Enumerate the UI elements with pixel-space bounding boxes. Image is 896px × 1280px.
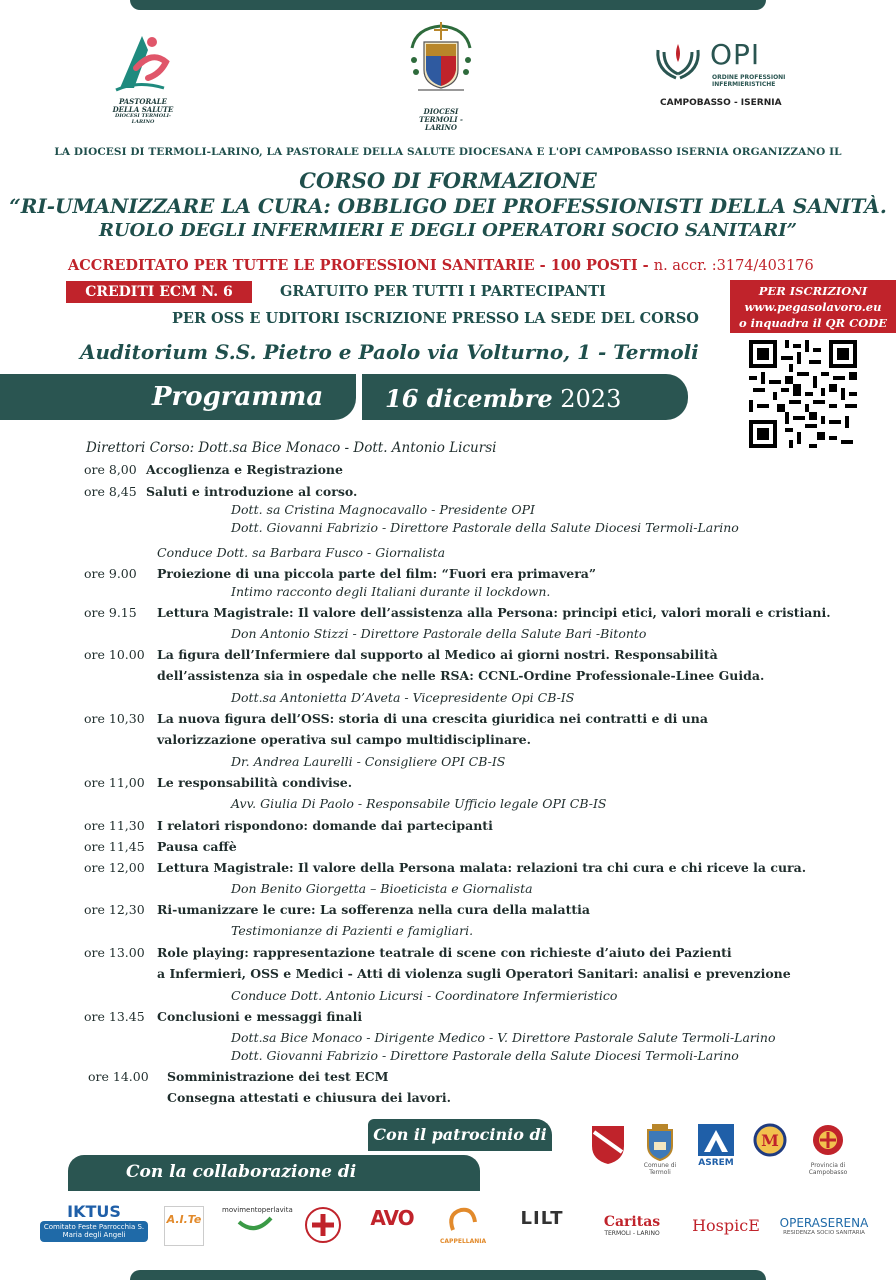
accreditation-line <box>68 257 814 274</box>
operaserena-sub: RESIDENZA SOCIO SANITARIA <box>783 1230 865 1236</box>
schedule-speaker: Don Benito Giorgetta – Bioeticista e Giornalista <box>231 881 533 896</box>
schedule-speaker: Testimonianze di Pazienti e famigliari. <box>231 923 474 938</box>
course-directors: Direttori Corso: Dott.sa Bice Monaco - Dott. Antonio Licursi <box>86 440 497 456</box>
opi-logo <box>652 40 802 120</box>
program-label: Programma <box>152 382 324 412</box>
bottom-decor-bar <box>130 1270 766 1280</box>
program-date-day: 16 dicembre <box>385 384 553 413</box>
course-title-line2: RUOLO DEGLI INFERMIERI E DEGLI OPERATORI SOCIO SANITARI” <box>99 220 797 241</box>
opi-full: ORDINE PROFESSIONI INFERMIERISTICHE <box>712 74 786 89</box>
schedule-time: ore 13.45 <box>84 1009 145 1024</box>
schedule-item-title: Pausa caffè <box>157 839 237 854</box>
diocesi-crest-icon <box>404 20 478 100</box>
lilt-name: LILT <box>520 1208 564 1229</box>
schedule-speaker: Dr. Andrea Laurelli - Consigliere OPI CB-IS <box>231 754 506 769</box>
accreditation-text: ACCREDITATO PER TUTTE LE PROFESSIONI SANITARIE - 100 POSTI - <box>68 257 654 274</box>
schedule-time: ore 10.00 <box>84 647 145 662</box>
partner-avo <box>362 1206 422 1230</box>
accreditation-number: n. accr. :3174/403176 <box>653 258 814 274</box>
partner-cappellania <box>440 1204 486 1245</box>
venue-address: Auditorium S.S. Pietro e Paolo via Volturno, 1 - Termoli <box>80 340 699 364</box>
schedule-item-title: I relatori rispondono: domande dai partecipanti <box>157 818 493 833</box>
partner-iktus <box>40 1202 148 1242</box>
top-decor-bar <box>130 0 766 10</box>
signup-qr-hint: o inquadra il QR CODE <box>738 316 888 330</box>
operaserena-name: OPERASERENA <box>779 1216 869 1230</box>
pastorale-emblem-icon <box>108 28 178 94</box>
schedule-item-continuation: dell’assistenza sia in ospedale che nelle RSA: CCNL-Ordine Professionale-Linee Guida. <box>157 668 765 683</box>
schedule-time: ore 12,30 <box>84 902 145 917</box>
free-notice: GRATUITO PER TUTTI I PARTECIPANTI <box>280 283 606 300</box>
patron-logos <box>584 1122 854 1174</box>
cappellania-hand-icon <box>443 1204 483 1234</box>
schedule-time: ore 9.15 <box>84 605 137 620</box>
caritas-sub: TERMOLI - LARINO <box>604 1230 660 1237</box>
diocesi-name: DIOCESI TERMOLI - LARINO <box>419 107 463 133</box>
caritas-name: Caritas <box>603 1214 661 1230</box>
patron-molise-shield-icon <box>588 1122 628 1166</box>
hospice-name: HospicE <box>692 1216 760 1235</box>
organizers-line: LA DIOCESI DI TERMOLI-LARINO, LA PASTORALE DELLA SALUTE DIOCESANA E L'OPI CAMPOBASSO ISERNIA ORGANIZZANO IL <box>54 146 842 158</box>
patron-termoli-crest-icon <box>642 1122 678 1162</box>
schedule-time: ore 11,30 <box>84 818 145 833</box>
schedule-item-title: La figura dell’Infermiere dal supporto al Medico ai giorni nostri. Responsabilità <box>157 647 718 662</box>
patron-province-crest-icon <box>810 1122 846 1162</box>
schedule-speaker: Dott.sa Bice Monaco - Dirigente Medico - V. Direttore Pastorale Salute Termoli-Larino <box>231 1030 776 1045</box>
schedule-item-continuation: Consegna attestati e chiusura dei lavori. <box>167 1090 451 1105</box>
partner-movimento <box>222 1206 293 1240</box>
partner-caritas <box>592 1214 672 1237</box>
patron-termoli-name: Comune di Termoli <box>643 1162 677 1176</box>
opi-hands-icon <box>652 40 704 84</box>
schedule-item-title: Accoglienza e Registrazione <box>146 462 343 477</box>
partner-cross-seal-icon <box>304 1206 342 1244</box>
schedule-time: ore 12,00 <box>84 860 145 875</box>
iktus-name: IKTUS <box>67 1202 121 1221</box>
schedule-item-title: Le responsabilità condivise. <box>157 775 353 790</box>
schedule-item-title: Somministrazione dei test ECM <box>167 1069 389 1084</box>
partner-lilt <box>506 1208 578 1229</box>
schedule-speaker: Conduce Dott. Antonio Licursi - Coordinatore Infermieristico <box>231 988 618 1003</box>
schedule-item-title: Role playing: rappresentazione teatrale di scene con richieste d’aiuto dei Pazienti <box>157 945 732 960</box>
course-title-line1: “RI-UMANIZZARE LA CURA: OBBLIGO DEI PROFESSIONISTI DELLA SANITÀ. <box>9 194 887 218</box>
pastorale-sub: DIOCESI TERMOLI-LARINO <box>114 113 172 125</box>
schedule-time: ore 10,30 <box>84 711 145 726</box>
schedule-time: ore 13.00 <box>84 945 145 960</box>
schedule-time: ore 9.00 <box>84 566 137 581</box>
svg-text:M: M <box>761 1131 779 1150</box>
schedule-item-title: Ri-umanizzare le cure: La sofferenza nella cura della malattia <box>157 902 590 917</box>
schedule-item-title: La nuova figura dell’OSS: storia di una crescita giuridica nei contratti e di una <box>157 711 708 726</box>
opi-place: CAMPOBASSO - ISERNIA <box>660 98 782 108</box>
patron-medical-order-icon <box>752 1122 788 1162</box>
schedule-item-title: Conclusioni e messaggi finali <box>157 1009 363 1024</box>
schedule-item-title: Proiezione di una piccola parte del film: “Fuori era primavera” <box>157 566 597 581</box>
partner-logos <box>0 1196 896 1260</box>
schedule-time: ore 8,00 <box>84 462 137 477</box>
iktus-sub: Comitato Feste Parrocchia S. Maria degli Angeli <box>40 1221 148 1242</box>
qr-code[interactable] <box>749 340 857 448</box>
partner-aite <box>164 1206 204 1246</box>
program-date-year: 2023 <box>552 385 622 413</box>
aite-name: A.I.Te <box>166 1213 202 1226</box>
schedule-time: ore 14.00 <box>88 1069 149 1084</box>
partner-hospice <box>690 1216 762 1235</box>
schedule-time: ore 11,00 <box>84 775 145 790</box>
diocesi-logo <box>404 20 478 133</box>
partner-operaserena <box>776 1216 872 1236</box>
signup-url[interactable]: www.pegasolavoro.eu <box>744 300 882 314</box>
schedule-moderator: Conduce Dott. sa Barbara Fusco - Giornalista <box>157 545 446 560</box>
cappellania-name: CAPPELLANIA <box>440 1238 487 1245</box>
schedule-speaker: Intimo racconto degli Italiani durante il lockdown. <box>231 584 551 599</box>
schedule-item-title: Lettura Magistrale: Il valore della Persona malata: relazioni tra chi cura e chi riceve la cura. <box>157 860 807 875</box>
patron-asrem-logo-icon <box>696 1122 736 1158</box>
schedule-item-title: Saluti e introduzione al corso. <box>146 484 358 499</box>
credits-badge: CREDITI ECM N. 6 <box>66 281 252 303</box>
course-heading: CORSO DI FORMAZIONE <box>299 168 597 193</box>
pastorale-logo <box>108 28 178 125</box>
opi-short: OPI <box>710 38 761 71</box>
oss-notice: PER OSS E UDITORI ISCRIZIONE PRESSO LA SEDE DEL CORSO <box>172 310 699 327</box>
patronage-label: Con il patrocinio di <box>368 1119 552 1151</box>
schedule-item-continuation: a Infermieri, OSS e Medici - Atti di violenza sugli Operatori Sanitari: analisi e prevenzione <box>157 966 791 981</box>
schedule-speaker: Dott. sa Cristina Magnocavallo - Presidente OPI <box>231 502 535 517</box>
schedule-time: ore 11,45 <box>84 839 145 854</box>
patron-province-name: Provincia di Campobasso <box>808 1162 848 1176</box>
signup-box[interactable] <box>730 280 896 333</box>
pastorale-name: PASTORALE DELLA SALUTE <box>112 97 174 115</box>
schedule-speaker: Dott. Giovanni Fabrizio - Direttore Pastorale della Salute Diocesi Termoli-Larino <box>231 520 739 535</box>
movimento-name: movimentoperlavita <box>222 1206 293 1214</box>
patron-asrem-name: ASREM <box>698 1158 734 1168</box>
schedule-item-continuation: valorizzazione operativa sul campo multidisciplinare. <box>157 732 531 747</box>
movimento-swoosh-icon <box>235 1214 275 1236</box>
avo-name: AVO <box>370 1206 414 1230</box>
signup-title: PER ISCRIZIONI <box>758 284 868 298</box>
schedule-speaker: Dott. Giovanni Fabrizio - Direttore Pastorale della Salute Diocesi Termoli-Larino <box>231 1048 739 1063</box>
schedule-speaker: Don Antonio Stizzi - Direttore Pastorale della Salute Bari -Bitonto <box>231 626 647 641</box>
schedule-speaker: Avv. Giulia Di Paolo - Responsabile Ufficio legale OPI CB-IS <box>231 796 607 811</box>
program-date <box>385 384 621 413</box>
schedule-item-title: Lettura Magistrale: Il valore dell’assistenza alla Persona: principi etici, valori morali e cristiani. <box>157 605 831 620</box>
collaboration-label: Con la collaborazione di <box>126 1162 357 1182</box>
schedule-time: ore 8,45 <box>84 484 137 499</box>
schedule-speaker: Dott.sa Antonietta D’Aveta - Vicepresidente Opi CB-IS <box>231 690 575 705</box>
